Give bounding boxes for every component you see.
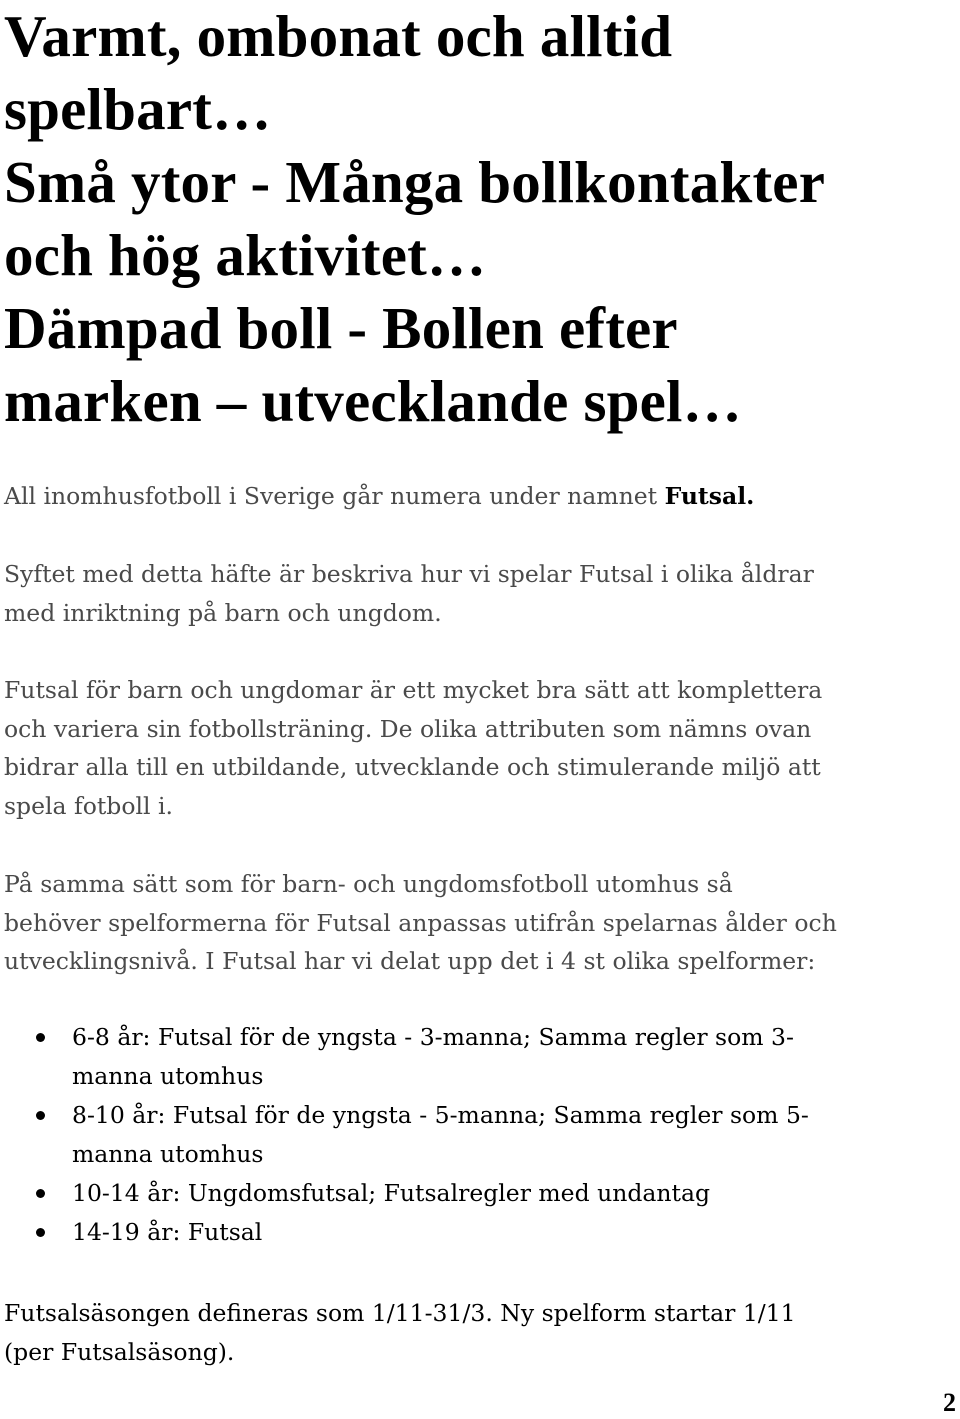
benefits-paragraph <box>4 671 822 825</box>
title-line: Dämpad boll - Bollen efter <box>4 295 678 361</box>
list-item <box>0 1174 809 1213</box>
title-line: Små ytor - Många bollkontakter <box>4 149 826 215</box>
bullet-icon <box>36 1189 45 1198</box>
bullet-icon <box>36 1228 45 1237</box>
bullet-icon <box>36 1111 45 1120</box>
game-forms-list <box>0 1018 809 1252</box>
list-item <box>0 1213 809 1252</box>
paragraph-line: och variera sin fotbollsträning. De olika attributen som nämns ovan <box>4 714 812 743</box>
list-item-line: manna utomhus <box>72 1140 264 1168</box>
paragraph-line: behöver spelformerna för Futsal anpassas utifrån spelarnas ålder och <box>4 908 837 937</box>
paragraph-line: spela fotboll i. <box>4 791 173 820</box>
list-item-line: manna utomhus <box>72 1062 264 1090</box>
page-title <box>4 0 954 438</box>
season-paragraph <box>4 1294 796 1371</box>
intro-paragraph <box>4 477 754 516</box>
list-item <box>0 1018 809 1096</box>
title-line: Varmt, ombonat och alltid <box>4 3 673 69</box>
intro-bold-term: Futsal. <box>664 482 755 510</box>
paragraph-line: bidrar alla till en utbildande, utvecklande och stimulerande miljö att <box>4 753 821 781</box>
paragraph-line: Futsalsäsongen defineras som 1/11-31/3. Ny spelform startar 1/11 <box>4 1299 796 1327</box>
paragraph-line: utvecklingsnivå. I Futsal har vi delat upp det i 4 st olika spelformer: <box>4 947 816 975</box>
title-line: spelbart… <box>4 76 272 142</box>
intro-text: All inomhusfotboll i Sverige går numera under namnet <box>4 482 665 510</box>
paragraph-line: Futsal för barn och ungdomar är ett mycket bra sätt att komplettera <box>4 676 823 704</box>
bullet-icon <box>36 1033 45 1042</box>
list-item-line: 10-14 år: Ungdomsfutsal; Futsalregler med undantag <box>72 1179 711 1207</box>
adaptation-paragraph <box>4 865 837 981</box>
purpose-paragraph <box>4 555 814 632</box>
paragraph-line: På samma sätt som för barn- och ungdomsfotboll utomhus så <box>4 870 733 898</box>
list-item-line: 8-10 år: Futsal för de yngsta - 5-manna; Samma regler som 5- <box>72 1101 809 1129</box>
page-number: 2 <box>943 1388 956 1417</box>
paragraph-line: Syftet med detta häfte är beskriva hur vi spelar Futsal i olika åldrar <box>4 560 814 588</box>
title-line: och hög aktivitet… <box>4 222 487 288</box>
list-item <box>0 1096 809 1174</box>
list-item-line: 14-19 år: Futsal <box>72 1218 263 1246</box>
list-item-line: 6-8 år: Futsal för de yngsta - 3-manna; Samma regler som 3- <box>72 1023 794 1051</box>
title-line: marken – utvecklande spel… <box>4 368 742 434</box>
paragraph-line: (per Futsalsäsong). <box>4 1337 235 1366</box>
paragraph-line: med inriktning på barn och ungdom. <box>4 598 442 627</box>
